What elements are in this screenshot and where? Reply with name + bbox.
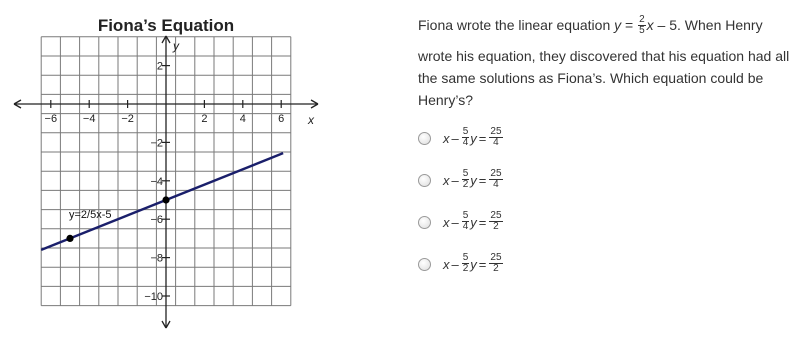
x-tick-label: 2 [201, 113, 208, 125]
slope-numerator: 2 [639, 13, 645, 25]
axes [14, 36, 318, 328]
slope-denominator: 5 [639, 24, 645, 36]
answer-option-2[interactable] [418, 165, 504, 195]
rhs-numerator: 25 [490, 125, 502, 137]
question-y-var: y [614, 17, 622, 33]
option-equation [443, 167, 504, 191]
x-tick-label: 4 [239, 113, 246, 125]
option-minus: – [451, 172, 459, 188]
coef-numerator: 5 [462, 167, 469, 179]
y-tick-label: −2 [150, 137, 163, 150]
option-equals: = [478, 214, 487, 230]
plotted-line [41, 153, 283, 250]
y-tick-label: 2 [156, 60, 163, 73]
option-y-var: y [470, 256, 477, 272]
tick-labels [45, 61, 285, 303]
option-minus: – [451, 256, 459, 272]
option-x-var: x [443, 214, 450, 230]
graph-panel [0, 0, 340, 356]
option-y-var: y [470, 214, 477, 230]
question-x-var: x [646, 17, 654, 33]
coef-numerator: 5 [462, 251, 469, 263]
option-equals: = [478, 256, 487, 272]
option-x-var: x [443, 130, 450, 146]
rhs-denominator: 2 [493, 262, 499, 274]
option-rhs-fraction [489, 169, 502, 190]
question-slope-fraction [638, 15, 646, 36]
question-text-start: Fiona wrote the linear equation [418, 17, 615, 33]
option-rhs-fraction [489, 127, 502, 148]
rhs-denominator: 4 [493, 178, 499, 190]
coef-denominator: 2 [462, 178, 469, 190]
option-equation [443, 251, 504, 275]
x-axis-label: x [308, 113, 314, 127]
rhs-denominator: 4 [493, 136, 499, 148]
y-axis-label: y [173, 39, 179, 53]
option-coef-fraction [462, 127, 470, 148]
question-line-1 [418, 14, 798, 37]
option-y-var: y [470, 130, 477, 146]
x-tick-label: −6 [44, 113, 58, 125]
coef-denominator: 4 [462, 136, 469, 148]
graph-title: Fiona’s Equation [97, 16, 235, 35]
radio-button[interactable] [418, 174, 431, 187]
radio-button[interactable] [418, 258, 431, 271]
radio-button[interactable] [418, 132, 431, 145]
answer-option-1[interactable] [418, 123, 504, 153]
answer-option-4[interactable] [418, 249, 504, 279]
coef-denominator: 2 [462, 262, 469, 274]
option-coef-fraction [462, 253, 470, 274]
rhs-numerator: 25 [490, 167, 502, 179]
rhs-numerator: 25 [490, 251, 502, 263]
option-minus: – [451, 130, 459, 146]
coef-numerator: 5 [462, 209, 469, 221]
question-text-end: – 5. When Henry [653, 17, 763, 33]
coordinate-graph [0, 0, 340, 356]
option-coef-fraction [462, 169, 470, 190]
option-equals: = [478, 130, 487, 146]
line-segment [41, 153, 283, 250]
y-tick-label: −4 [150, 175, 163, 188]
coef-numerator: 5 [462, 125, 469, 137]
option-equation [443, 125, 504, 149]
y-tick-label: −10 [144, 291, 163, 303]
coef-denominator: 4 [462, 220, 469, 232]
radio-button[interactable] [418, 216, 431, 229]
question-panel [418, 0, 800, 356]
option-equation [443, 209, 504, 233]
line-point [66, 235, 73, 242]
y-tick-label: −6 [150, 214, 163, 227]
option-rhs-fraction [489, 211, 502, 232]
option-x-var: x [443, 172, 450, 188]
x-tick-label: −4 [82, 113, 96, 125]
rhs-numerator: 25 [490, 209, 502, 221]
y-tick-label: −8 [150, 252, 163, 265]
question-line-2: wrote his equation, they discovered that his equation had all the same solutions as Fiona’s. Which equation could be Henry’s? [418, 48, 790, 108]
line-point [162, 196, 169, 203]
option-x-var: x [443, 256, 450, 272]
line-label: y=2/5x-5 [69, 209, 112, 221]
option-y-var: y [470, 172, 477, 188]
option-equals: = [478, 172, 487, 188]
x-tick-label: −2 [121, 113, 134, 125]
option-minus: – [451, 214, 459, 230]
option-coef-fraction [462, 211, 470, 232]
x-tick-label: 6 [278, 113, 285, 125]
question-equals: = [621, 17, 638, 33]
rhs-denominator: 2 [493, 220, 499, 232]
option-rhs-fraction [489, 253, 502, 274]
answer-option-3[interactable] [418, 207, 504, 237]
